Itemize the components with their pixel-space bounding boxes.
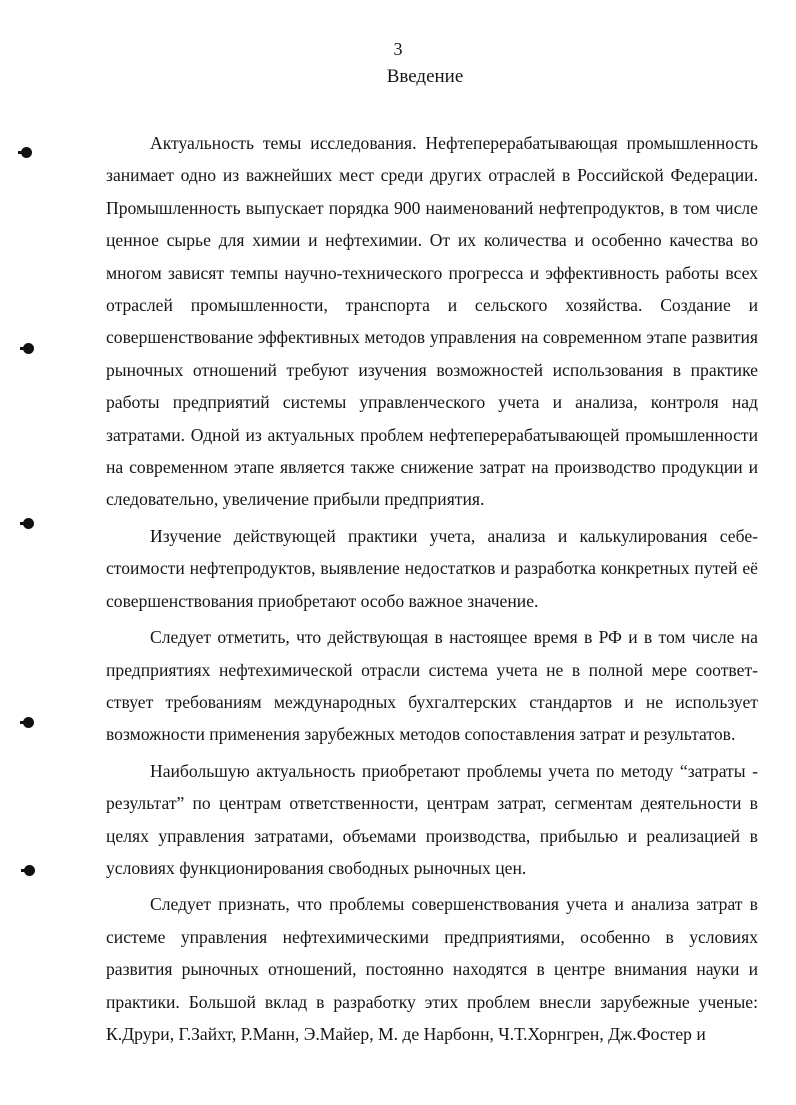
binding-hole-mark <box>23 343 34 354</box>
binding-hole-mark <box>24 865 35 876</box>
body-text <box>106 127 758 1054</box>
paragraph: Изучение действующей практики учета, анализа и калькулирования себестоимости нефтепродуктов, выявление недостатков и разработка конкретных путей её совершенствования приобретают особо важное значение. <box>106 525 758 611</box>
page-number: 3 <box>393 39 403 59</box>
paragraph: Следует отметить, что действующая в настоящее время в РФ и в том числе на предприятиях нефтехимической отрасли система учета не в полной мере соответствует требованиям международных бухгалтерских стандартов и не использует возможности применения зарубежных методов сопоставления затрат и результатов. <box>106 627 758 745</box>
binding-hole-mark <box>23 717 34 728</box>
binding-hole-mark <box>23 518 34 529</box>
paragraph: Актуальность темы исследования. Нефтеперерабатывающая промышленность занимает одно из важнейших мест среди других отраслей в Российской Федерации. Промышленность выпускает порядка 900 наименований нефтепродуктов, в том числе ценное сырье для химии и нефтехимии. От их количества и особенно качества во многом зависят темпы научно-технического прогресса и эффективность работы всех отраслей промышленности, транспорта и сельского хозяйства. Создание и совершенствование эффективных методов управления на современном этапе развития рыночных отношений требуют изучения возможностей использования в практике работы предприятий системы управленческого учета и анализа, контроля над затратами. Одной из актуальных проблем нефтеперерабатывающей промышленности на современном этапе является также снижение затрат на производство продукции и следовательно, увеличение прибыли предприятия. <box>106 133 758 510</box>
page-title: Введение <box>386 66 464 87</box>
binding-hole-mark <box>21 147 32 158</box>
paragraph: Наибольшую актуальность приобретают проблемы учета по методу “затраты - результат” по центрам ответственности, центрам затрат, сегментам деятельности в целях управления затратами, объемами производства, прибылью и реализацией в условиях функционирования свободных рыночных цен. <box>106 760 758 878</box>
paragraph: Следует признать, что проблемы совершенствования учета и анализа затрат в системе управления нефтехимическими предприятиями, особенно в условиях развития рыночных отношений, постоянно находятся в центре внимания науки и практики. Большой вклад в разработку этих проблем внесли зарубежные ученые: К.Друри, Г.Зайхт, Р.Манн, Э.Майер, М. де Нарбонн, Ч.Т.Хорнгрен, Дж.Фостер и <box>106 894 758 1044</box>
